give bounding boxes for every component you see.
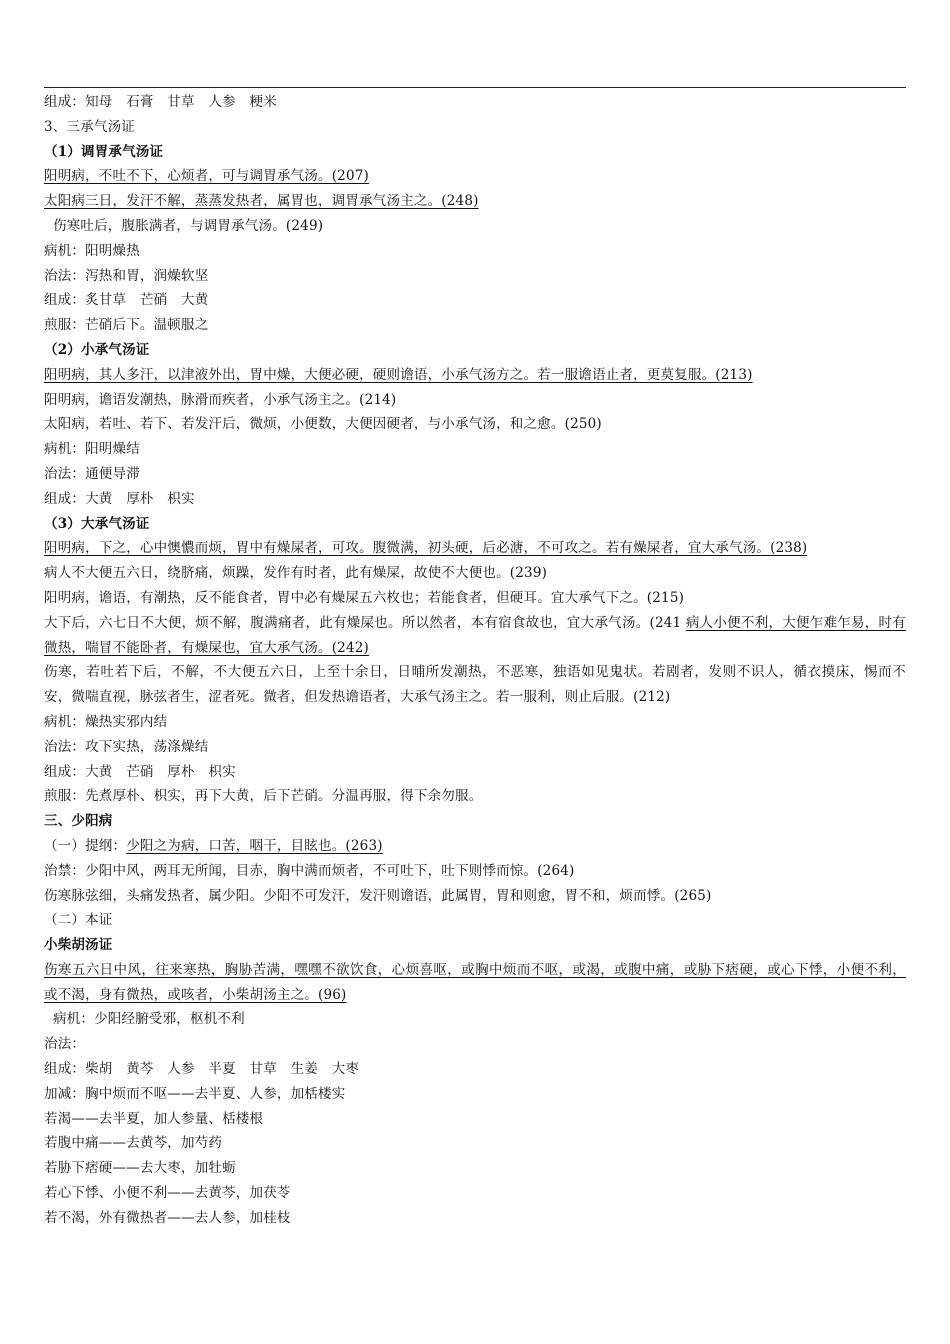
subsection-heading: （2）小承气汤证 xyxy=(44,341,150,358)
text-line: 太阳病，若吐、若下、若发汗后，微烦，小便数，大便因硬者，与小承气汤，和之愈。(250) xyxy=(44,416,602,433)
clause-text: 大下后，六七日不大便，烦不解，腹满痛者，此有燥屎也。所以然者，本有宿食故也，宜大承气汤。(241 xyxy=(44,614,686,631)
text-line: 若渴——去半夏，加人参量、栝楼根 xyxy=(44,1110,264,1127)
underlined-clause: 伤寒五六日中风，往来寒热，胸胁苦满，嘿嘿不欲饮食，心烦喜呕，或胸中烦而不呕，或渴，或腹中痛，或胁下痞硬，或心下悸，小便不利，或不渴，身有微热，或咳者，小柴胡汤主之。(96) xyxy=(44,961,906,1003)
text-line: 组成：炙甘草 芒硝 大黄 xyxy=(44,292,209,309)
text-line: 治禁：少阳中风，两耳无所闻，目赤，胸中满而烦者，不可吐下，吐下则悸而惊。(264) xyxy=(44,862,575,879)
text-line: 病人不大便五六日，绕脐痛，烦躁，发作有时者，此有燥屎，故使不大便也。(239) xyxy=(44,565,548,582)
section-heading: 三、少阳病 xyxy=(44,813,113,830)
underlined-clause: 阳明病，下之，心中懊憹而烦，胃中有燥屎者，可攻。腹微满，初头硬，后必溏，不可攻之。若有燥屎者，宜大承气汤。(238) xyxy=(44,540,808,557)
text-line: 若胁下痞硬——去大枣，加牡蛎 xyxy=(44,1160,236,1177)
text-line: （二）本证 xyxy=(44,912,113,929)
text-line: 病机：少阳经腑受邪，枢机不利 xyxy=(53,1011,245,1028)
text-line: 加减：胸中烦而不呕——去半夏、人参，加栝楼实 xyxy=(44,1085,346,1102)
text-line: 病机：阳明燥结 xyxy=(44,441,140,458)
text-line: 病机：阳明燥热 xyxy=(44,242,140,259)
text-line: 若不渴，外有微热者——去人参，加桂枝 xyxy=(44,1209,291,1226)
underlined-clause: 太阳病三日，发汗不解，蒸蒸发热者，属胃也，调胃承气汤主之。(248) xyxy=(44,193,479,210)
text-paragraph xyxy=(44,611,906,661)
text-line: 若心下悸、小便不利——去黄芩，加茯苓 xyxy=(44,1185,291,1202)
text-line xyxy=(44,189,906,214)
document-body xyxy=(44,90,906,1231)
text-line: 治法：攻下实热，荡涤燥结 xyxy=(44,738,209,755)
text-line: 煎服：先煮厚朴、枳实，再下大黄，后下芒硝。分温再服，得下余勿服。 xyxy=(44,788,483,805)
text-line: 组成：大黄 芒硝 厚朴 枳实 xyxy=(44,763,236,780)
underlined-clause: 阳明病，不吐不下，心烦者，可与调胃承气汤。(207) xyxy=(44,168,370,185)
text-paragraph: 伤寒，若吐若下后，不解，不大便五六日，上至十余日，日晡所发潮热，不恶寒，独语如见鬼状。若剧者，发则不识人，循衣摸床，惕而不安，微喘直视，脉弦者生，涩者死。微者，但发热谵语者，大承气汤主之。若一服利，则止后服。(212) xyxy=(44,664,906,706)
underlined-clause: 少阳之为病，口苦，咽干，目眩也。(263) xyxy=(126,837,383,854)
text-line: 治法：泻热和胃，润燥软坚 xyxy=(44,267,209,284)
section-heading: 3、三承气汤证 xyxy=(44,118,135,135)
text-paragraph xyxy=(44,958,906,1008)
outline-label: （一）提纲： xyxy=(44,837,127,854)
underlined-clause: 病人小便不利，大便乍难乍易，时有微热，喘冒不能卧者，有燥屎也，宜大承气汤。(242) xyxy=(44,614,907,656)
text-line xyxy=(44,536,906,561)
text-line: 治法：通便导滞 xyxy=(44,465,140,482)
text-line: 若腹中痛——去黄芩，加芍药 xyxy=(44,1135,223,1152)
text-line: 病机：燥热实邪内结 xyxy=(44,713,168,730)
subsection-heading: 小柴胡汤证 xyxy=(44,937,113,954)
text-line: 治法： xyxy=(44,1036,86,1053)
subsection-heading: （3）大承气汤证 xyxy=(44,515,150,532)
text-line xyxy=(44,363,906,388)
text-line: 组成：知母 石膏 甘草 人参 粳米 xyxy=(44,94,277,110)
text-line: 阳明病，谵语，有潮热，反不能食者，胃中必有燥屎五六枚也；若能食者，但硬耳。宜大承气下之。(215) xyxy=(44,589,685,606)
text-line xyxy=(44,164,906,189)
text-line: 组成：柴胡 黄芩 人参 半夏 甘草 生姜 大枣 xyxy=(44,1061,360,1078)
text-line: 煎服：芒硝后下。温顿服之 xyxy=(44,317,209,334)
header-rule xyxy=(44,87,906,88)
text-line: 伤寒吐后，腹胀满者，与调胃承气汤。(249) xyxy=(53,217,324,234)
underlined-clause: 阳明病，其人多汗，以津液外出，胃中燥，大便必硬，硬则谵语，小承气汤方之。若一服谵语止者，更莫复服。(213) xyxy=(44,366,753,383)
text-line: 伤寒脉弦细，头痛发热者，属少阳。少阳不可发汗，发汗则谵语，此属胃，胃和则愈，胃不和，烦而悸。(265) xyxy=(44,887,712,904)
text-line xyxy=(44,834,906,859)
text-line: 阳明病，谵语发潮热，脉滑而疾者，小承气汤主之。(214) xyxy=(44,391,397,408)
subsection-heading: （1）调胃承气汤证 xyxy=(44,143,164,160)
text-line: 组成：大黄 厚朴 枳实 xyxy=(44,490,195,507)
